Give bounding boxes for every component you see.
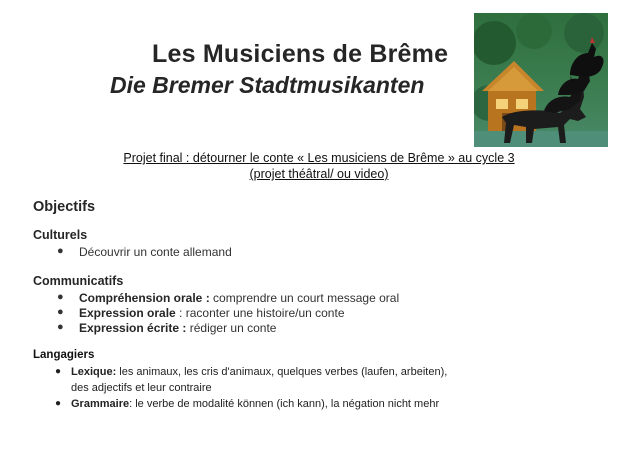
list-item-continuation: des adjectifs et leur contraire [71,382,212,394]
list-item [55,396,440,412]
langagiers-heading: Langagiers [33,349,95,361]
title-french: Les Musiciens de Brême [152,40,449,68]
bremen-town-musicians-illustration-icon [474,13,608,147]
list-item [55,364,448,380]
list-item [57,291,400,305]
bullet-icon: ● [55,398,62,409]
list-item-label: Grammaire [71,398,130,410]
bullet-icon: ● [55,366,62,377]
bullet-icon: ● [57,321,64,333]
list-item-text: Découvrir un conte allemand [79,245,232,259]
list-item-label: Lexique: [71,366,117,378]
list-item-text: : raconter une histoire/un conte [175,306,345,320]
list-item [57,321,277,335]
list-item-text: comprendre un court message oral [209,291,400,305]
communicatifs-heading: Communicatifs [33,274,124,288]
bullet-icon: ● [57,245,64,257]
list-item-label: Expression orale [79,306,176,320]
culturels-heading: Culturels [33,228,88,242]
list-item-text: les animaux, les cris d'animaux, quelques verbes (laufen, arbeiten), [116,366,448,378]
project-title-line-1: Projet final : détourner le conte « Les musiciens de Brême » au cycle 3 [123,151,515,165]
list-item-text: : le verbe de modalité können (ich kann), la négation nicht mehr [129,398,440,410]
objectives-heading: Objectifs [33,199,96,215]
list-item-label: Expression écrite : [79,321,187,335]
project-title-line-2: (projet théâtral/ ou video) [249,167,389,181]
list-item-text: rédiger un conte [186,321,277,335]
bullet-icon: ● [57,291,64,303]
list-item [57,245,232,259]
title-german: Die Bremer Stadtmusikanten [110,72,425,98]
list-item-label: Compréhension orale : [79,291,210,305]
list-item [57,306,345,320]
bullet-icon: ● [57,306,64,318]
